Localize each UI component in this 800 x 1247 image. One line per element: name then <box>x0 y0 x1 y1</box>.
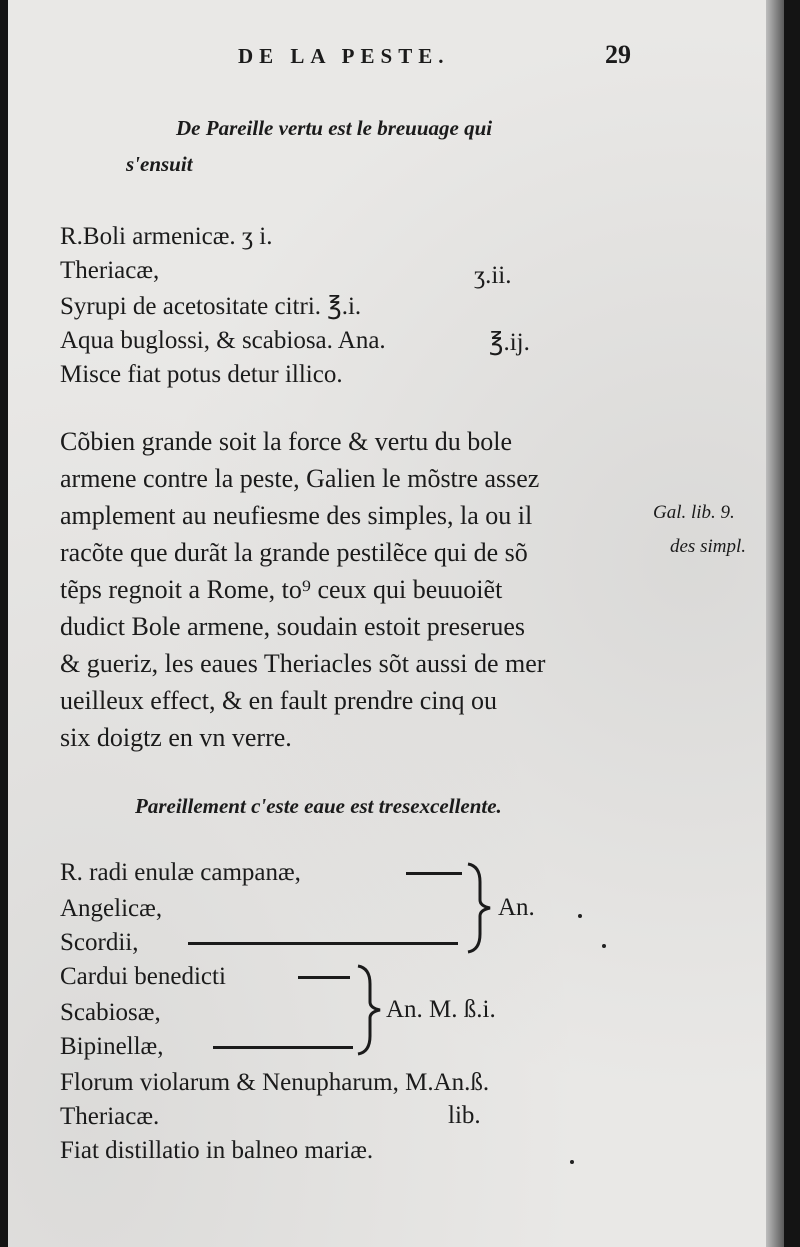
recipe2-line: Cardui benedicti <box>60 963 226 990</box>
leader-rule <box>213 1046 353 1049</box>
recipe1-line: R.Boli armenicæ. ʒ i. <box>60 223 273 250</box>
ink-speck <box>570 1160 574 1164</box>
paragraph-line: amplement au neufiesme des simples, la ou il <box>60 501 533 530</box>
recipe1-line: Syrupi de acetositate citri. ℥.i. <box>60 293 362 320</box>
paragraph-line: Cõbien grande soit la force & vertu du bole <box>60 427 512 456</box>
leader-rule <box>298 976 350 979</box>
recipe2-line: Scordii, <box>60 929 139 956</box>
margin-note-reference: Gal. lib. 9. <box>653 502 735 523</box>
ink-speck <box>602 944 606 948</box>
margin-note-reference: des simpl. <box>670 536 746 557</box>
leader-rule <box>406 872 462 875</box>
brace-icon <box>354 964 384 1056</box>
book-page <box>8 0 784 1247</box>
paragraph-line: dudict Bole armene, soudain estoit preserues <box>60 612 525 641</box>
paragraph-line: tẽps regnoit a Rome, to⁹ ceux qui beuuoiẽt <box>60 575 503 604</box>
recipe1-title-line2: s'ensuit <box>126 152 193 176</box>
recipe2-line: Angelicæ, <box>60 895 163 922</box>
recipe2-line: Florum violarum & Nenupharum, M.An.ß. <box>60 1069 490 1096</box>
brace-label: An. M. ß.i. <box>386 996 496 1023</box>
recipe2-line: Theriacæ. <box>60 1103 160 1130</box>
recipe2-line: R. radi enulæ campanæ, <box>60 859 301 886</box>
recipe1-dose: ℥.ij. <box>489 329 530 356</box>
page-number: 29 <box>605 40 631 69</box>
recipe1-line: Theriacæ, <box>60 257 160 284</box>
brace-label: An. <box>498 894 535 921</box>
brace-icon <box>464 862 494 954</box>
paragraph-line: six doigtz en vn verre. <box>60 723 292 752</box>
recipe2-dose: lib. <box>448 1102 481 1129</box>
recipe1-title-line1: De Pareille vertu est le breuuage qui <box>176 116 493 140</box>
recipe2-line: Bipinellæ, <box>60 1033 164 1060</box>
recipe2-title: Pareillement c'este eaue est tresexcellente. <box>135 794 502 818</box>
recipe1-line: Aqua buglossi, & scabiosa. Ana. <box>60 327 386 354</box>
recipe1-line: Misce fiat potus detur illico. <box>60 361 343 388</box>
leader-rule <box>188 942 458 945</box>
ink-speck <box>578 914 582 918</box>
page-edge-shadow <box>766 0 784 1247</box>
paragraph-line: armene contre la peste, Galien le mõstre assez <box>60 464 540 493</box>
paragraph-line: & gueriz, les eaues Theriacles sõt aussi de mer <box>60 649 546 678</box>
recipe2-line: Fiat distillatio in balneo mariæ. <box>60 1137 374 1164</box>
recipe1-dose: ʒ.ii. <box>474 262 512 289</box>
paragraph-line: racõte que durãt la grande pestilẽce qui de sõ <box>60 538 528 567</box>
running-head: DE LA PESTE. <box>238 44 450 68</box>
recipe2-line: Scabiosæ, <box>60 999 161 1026</box>
page-header <box>8 40 784 84</box>
paragraph-line: ueilleux effect, & en fault prendre cinq ou <box>60 686 498 715</box>
